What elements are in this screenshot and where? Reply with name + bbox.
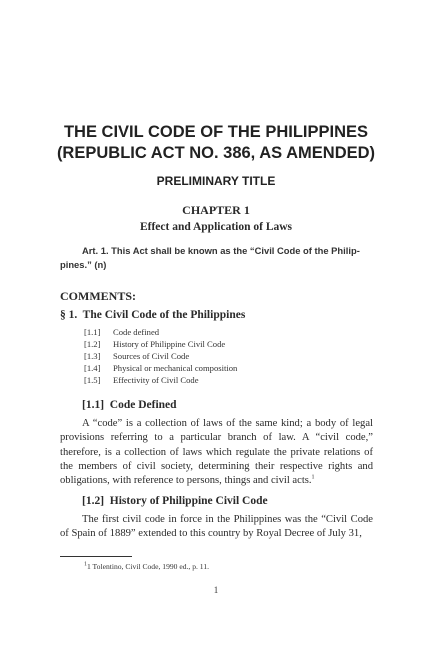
paragraph-code-defined bbox=[60, 417, 373, 488]
footnote-reference: 1 bbox=[311, 474, 315, 481]
outline-label: Sources of Civil Code bbox=[113, 351, 190, 361]
footnote-text: 1 Tolentino, Civil Code, 1990 ed., p. 11. bbox=[87, 562, 210, 571]
outline-label: Code defined bbox=[113, 327, 160, 337]
outline-item bbox=[84, 362, 237, 374]
subsection-heading-1-1: [1.1] Code Defined bbox=[82, 399, 177, 411]
outline-code: [1.2] bbox=[84, 339, 101, 349]
title-line-1: THE CIVIL CODE OF THE PHILIPPINES bbox=[63, 123, 369, 141]
footnote bbox=[84, 562, 209, 572]
outline-item bbox=[84, 350, 237, 362]
outline-label: Physical or mechanical composition bbox=[113, 363, 238, 373]
preliminary-title: PRELIMINARY TITLE bbox=[156, 174, 276, 188]
section-number: § 1. bbox=[60, 309, 78, 321]
page-number: 1 bbox=[213, 585, 219, 595]
outline-code: [1.4] bbox=[84, 363, 101, 373]
article-1 bbox=[60, 244, 373, 272]
outline-item bbox=[84, 338, 237, 350]
outline-label: History of Philippine Civil Code bbox=[113, 339, 226, 349]
outline-item bbox=[84, 326, 237, 338]
section-outline bbox=[84, 326, 237, 386]
title-line-2: (REPUBLIC ACT NO. 386, AS AMENDED) bbox=[56, 144, 376, 162]
outline-item bbox=[84, 374, 237, 386]
paragraph-text: A “code” is a collection of laws of the same kind; a body of legal provisions referring to a particular branch of law. A “civil code,” therefore, is a collection of laws which regulate the private relations of the members of civil society, determining their respective rights and obligations, with reference to persons, things and civil acts. bbox=[60, 418, 373, 487]
outline-code: [1.3] bbox=[84, 351, 101, 361]
outline-label: Effectivity of Civil Code bbox=[113, 375, 199, 385]
outline-code: [1.5] bbox=[84, 375, 101, 385]
chapter-subtitle: Effect and Application of Laws bbox=[139, 221, 293, 233]
footnote-marker: 1 bbox=[84, 561, 87, 568]
comments-heading: COMMENTS: bbox=[60, 289, 136, 303]
section-title: The Civil Code of the Philippines bbox=[82, 309, 246, 321]
paragraph-history: The first civil code in force in the Philippines was the “Civil Code of Spain of 1889” extended to this country by Royal Decree of July 31, bbox=[60, 514, 373, 540]
footnote-divider bbox=[60, 556, 132, 557]
chapter-label: CHAPTER 1 bbox=[182, 203, 250, 217]
subsection-heading-1-2: [1.2] History of Philippine Civil Code bbox=[82, 495, 268, 507]
section-heading bbox=[60, 308, 245, 323]
document-title bbox=[0, 122, 432, 164]
article-line-1: Art. 1. This Act shall be known as the “Civil Code of the Philip- bbox=[82, 245, 360, 256]
outline-code: [1.1] bbox=[84, 327, 101, 337]
article-line-2: pines.” (n) bbox=[60, 259, 107, 270]
